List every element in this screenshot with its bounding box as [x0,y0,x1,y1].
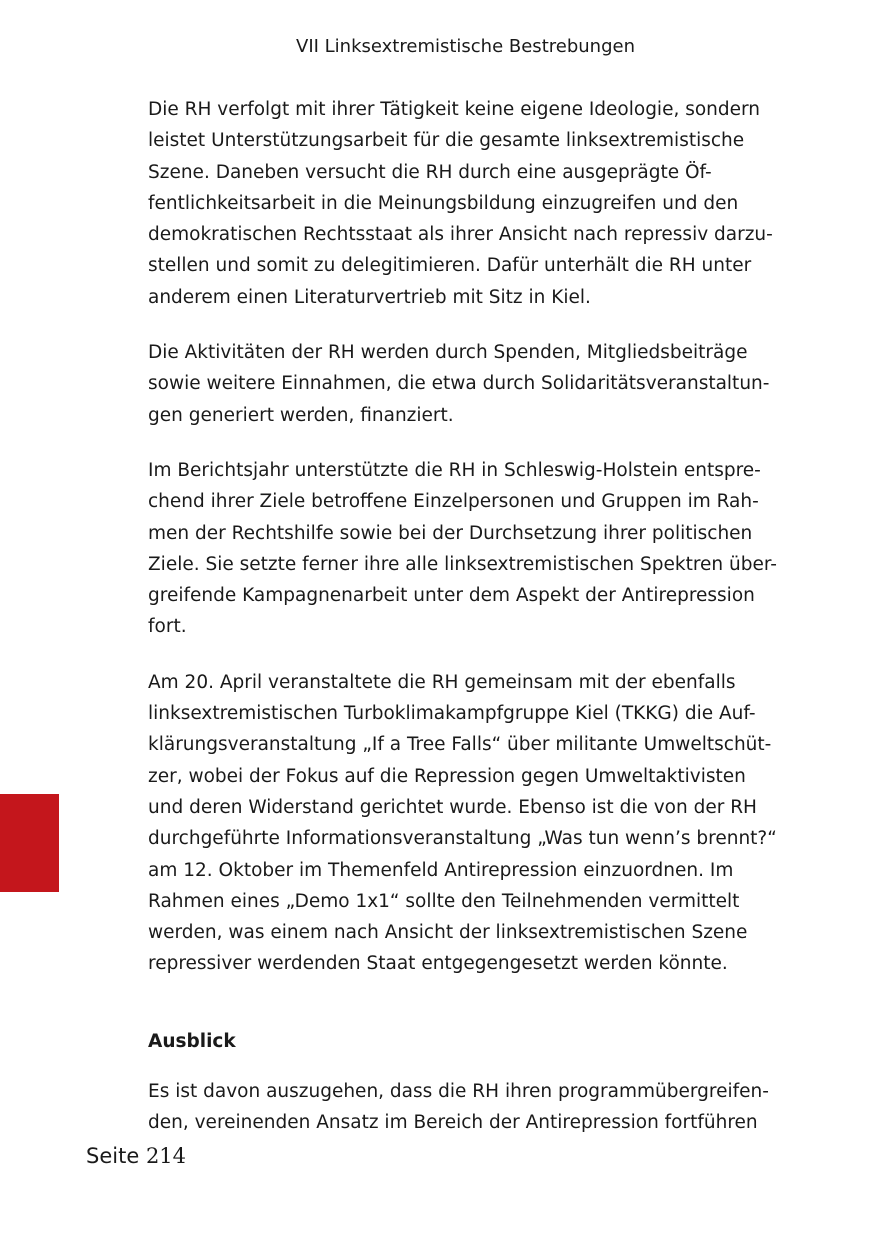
text-line: werden, was einem nach Ansicht der linksextremistischen Szene [148,922,748,944]
text-line: repressiver werdenden Staat entgegengesetzt werden könnte. [148,953,728,975]
text-line: sowie weitere Einnahmen, die etwa durch Solidaritätsveranstaltun- [148,373,770,395]
text-line: linksextremistischen Turboklimakampfgruppe Kiel (TKKG) die Auf- [148,703,756,725]
text-line: Im Berichtsjahr unterstützte die RH in Schleswig-Holstein entspre- [148,459,761,481]
main-content [148,94,784,1162]
text-line: anderem einen Literaturvertrieb mit Sitz in Kiel. [148,286,591,308]
paragraph-outlook [148,1076,784,1139]
paragraph-3 [148,455,784,643]
text-line: Rahmen eines „Demo 1x1“ sollte den Teilnehmenden vermittelt [148,890,740,912]
text-line: demokratischen Rechtsstaat als ihrer Ansicht nach repressiv darzu- [148,224,773,246]
text-line: am 12. Oktober im Themenfeld Antirepression einzuordnen. Im [148,859,734,881]
paragraph-2 [148,337,784,431]
page-number [86,1140,186,1172]
text-line: fentlichkeitsarbeit in die Meinungsbildung einzugreifen und den [148,192,739,214]
section-heading: Ausblick [148,1030,236,1052]
text-line: den, vereinenden Ansatz im Bereich der Antirepression fortführen [148,1112,758,1134]
text-line: gen generiert werden, finanziert. [148,404,454,426]
text-line: chend ihrer Ziele betroffene Einzelpersonen und Gruppen im Rah- [148,491,759,513]
text-line: Ziele. Sie setzte ferner ihre alle linksextremistischen Spektren über- [148,553,777,575]
page-label: Seite [86,1144,140,1168]
text-line: men der Rechtshilfe sowie bei der Durchsetzung ihrer politischen [148,522,753,544]
running-header: VII Linksextremistische Bestrebungen [296,36,635,57]
text-line: greifende Kampagnenarbeit unter dem Aspekt der Antirepression [148,585,755,607]
chapter-color-marker [0,794,59,892]
paragraph-1 [148,94,784,313]
text-line: klärungsveranstaltung „If a Tree Falls“ über militante Umweltschüt- [148,734,772,756]
paragraph-4 [148,667,784,980]
text-line: und deren Widerstand gerichtet wurde. Ebenso ist die von der RH [148,796,757,818]
text-line: Szene. Daneben versucht die RH durch eine ausgeprägte Öf- [148,161,712,183]
text-line: Die Aktivitäten der RH werden durch Spenden, Mitgliedsbeiträge [148,342,748,364]
text-line: Die RH verfolgt mit ihrer Tätigkeit keine eigene Ideologie, sondern [148,99,761,120]
page-number-value: 214 [145,1144,187,1168]
text-line: fort. [148,616,187,638]
text-line: durchgeführte Informationsveranstaltung „Was tun wenn’s brennt?“ [148,828,777,850]
text-line: leistet Unterstützungsarbeit für die gesamte linksextremistische [148,130,745,152]
text-line: Am 20. April veranstaltete die RH gemeinsam mit der ebenfalls [148,671,736,693]
text-line: Es ist davon auszugehen, dass die RH ihren programmübergreifen- [148,1080,769,1102]
text-line: zer, wobei der Fokus auf die Repression gegen Umweltaktivisten [148,765,746,787]
text-line: stellen und somit zu delegitimieren. Dafür unterhält die RH unter [148,255,752,277]
